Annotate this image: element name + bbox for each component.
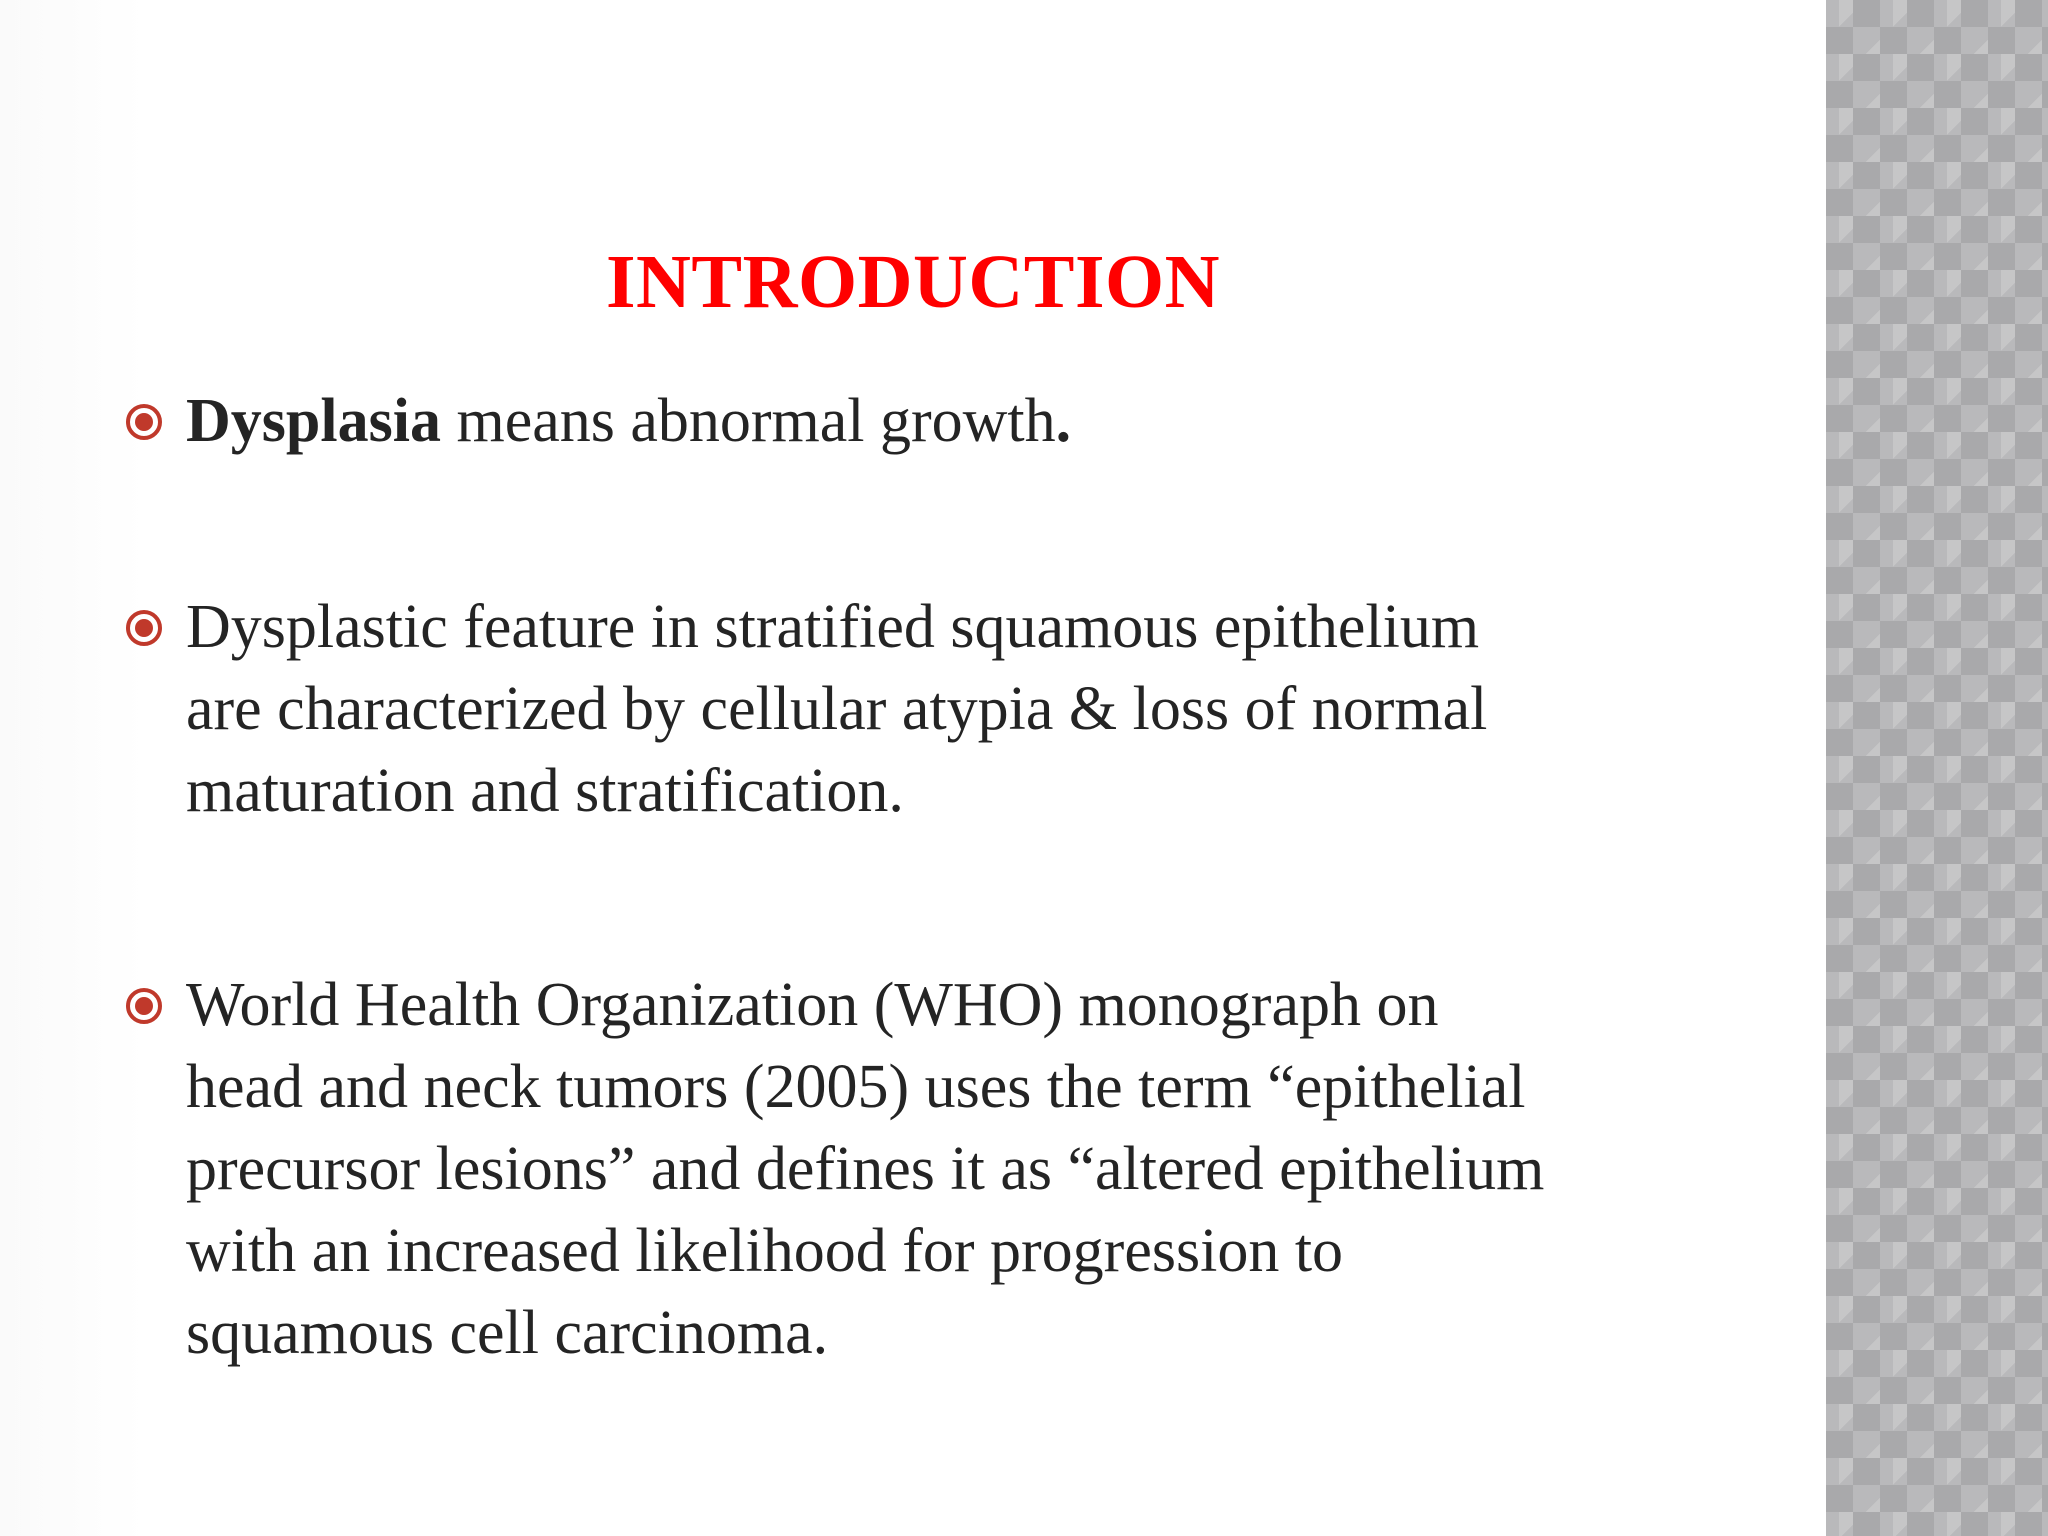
filled-circle-bullet-icon: [124, 608, 164, 648]
bullet-text: [186, 964, 1706, 1374]
bullet-line: squamous cell carcinoma.: [186, 1299, 829, 1367]
bullet-line: head and neck tumors (2005) uses the term “epithelial: [186, 1053, 1526, 1121]
bullet-rest-text: means abnormal growth: [440, 387, 1056, 455]
bullet-line: World Health Organization (WHO) monograph on: [186, 971, 1439, 1039]
bullet-line: Dysplastic feature in stratified squamous epithelium: [186, 593, 1480, 661]
bullet-line: with an increased likelihood for progression to: [186, 1217, 1344, 1285]
filled-circle-bullet-icon: [124, 986, 164, 1026]
bullet-period: .: [1055, 387, 1072, 455]
bullet-text: [186, 586, 1706, 832]
filled-circle-bullet-icon: [124, 402, 164, 442]
right-pattern-strip: [1826, 0, 2048, 1536]
bullet-line: maturation and stratification.: [186, 757, 904, 825]
bullet-line: precursor lesions” and defines it as “altered epithelium: [186, 1135, 1545, 1203]
bullet-line: are characterized by cellular atypia & loss of normal: [186, 675, 1488, 743]
slide-title: INTRODUCTION: [605, 240, 1221, 324]
bullet-text: [186, 380, 1706, 462]
bold-term: Dysplasia: [186, 387, 441, 455]
